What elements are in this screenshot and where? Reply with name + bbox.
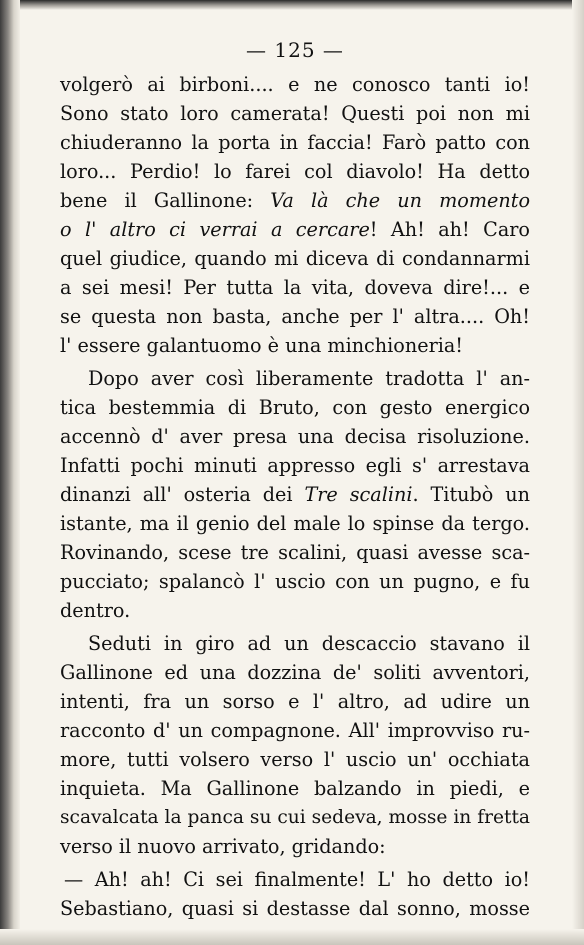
text-line: a sei mesi! Per tutta la vita, doveva dire!... e — [60, 276, 530, 299]
text-line: scavalcata la panca su cui sedeva, mosse in fretta — [60, 807, 530, 828]
text-line: inquieta. Ma Gallinone balzando in piedi, e — [60, 777, 530, 800]
text-line: — Ah! ah! Ci sei finalmente! L' ho detto io! — [64, 868, 530, 891]
text-line: Sebastiano, quasi si destasse dal sonno, mosse — [60, 897, 530, 920]
text-line: istante, ma il genio del male lo spinse da tergo. — [60, 512, 530, 535]
text-line: accennò d' aver presa una decisa risoluzione. — [60, 425, 530, 448]
text-line: l' essere galantuomo è una minchioneria! — [60, 334, 464, 357]
text-line: Rovinando, scese tre scalini, quasi avesse sca- — [60, 541, 530, 564]
text-line — [60, 186, 530, 215]
page-binding-edge — [0, 0, 20, 945]
body-text — [60, 70, 530, 923]
text-line: pucciato; spalancò l' uscio con un pugno, e fu — [60, 570, 530, 593]
italic-text: Va là che un momento — [270, 189, 530, 212]
text-line: se questa non basta, anche per l' altra.... Oh! — [60, 305, 530, 328]
page-number: — 125 — — [246, 38, 344, 62]
text-line: Sono stato loro camerata! Questi poi non mi — [60, 102, 530, 125]
text-line: intenti, fra un sorso e l' altro, ad udire un — [60, 690, 530, 713]
text-run: dinanzi all' osteria dei — [60, 483, 305, 506]
text-run: . Titubò un — [412, 483, 530, 506]
italic-text: o l' altro ci verrai a cercare — [60, 218, 370, 241]
text-line: quel giudice, quando mi diceva di condannarmi — [60, 247, 530, 270]
text-line: dentro. — [60, 599, 131, 622]
text-line: racconto d' un compagnone. All' improvviso ru- — [60, 719, 530, 742]
text-line: more, tutti volsero verso l' uscio un' occhiata — [60, 748, 530, 771]
text-line: loro... Perdio! lo farei col diavolo! Ha detto — [60, 160, 530, 183]
text-line: Gallinone ed una dozzina de' soliti avventori, — [60, 661, 530, 684]
text-run: bene il Gallinone: — [60, 189, 271, 212]
page-top-edge — [0, 0, 584, 10]
page-right-edge — [572, 0, 584, 945]
paragraph — [60, 865, 530, 923]
page-text — [60, 34, 530, 923]
paragraph — [60, 70, 530, 360]
text-line: volgerò ai birboni.... e ne conosco tanti io! — [60, 73, 530, 96]
paragraph — [60, 629, 530, 861]
page-bottom-edge — [0, 929, 584, 945]
text-line: Infatti pochi minuti appresso egli s' arrestava — [60, 454, 530, 477]
text-run: ! Ah! ah! Caro — [369, 218, 530, 241]
text-line: chiuderanno la porta in faccia! Farò patto con — [60, 131, 530, 154]
text-line — [60, 480, 530, 509]
text-line: tica bestemmia di Bruto, con gesto energico — [60, 396, 530, 419]
text-line: Dopo aver così liberamente tradotta l' an- — [88, 367, 530, 390]
text-line: Seduti in giro ad un descaccio stavano il — [88, 632, 530, 655]
italic-text: Tre scalini — [304, 483, 413, 506]
text-line — [60, 215, 530, 244]
paragraph — [60, 364, 530, 625]
text-line: verso il nuovo arrivato, gridando: — [60, 835, 386, 858]
